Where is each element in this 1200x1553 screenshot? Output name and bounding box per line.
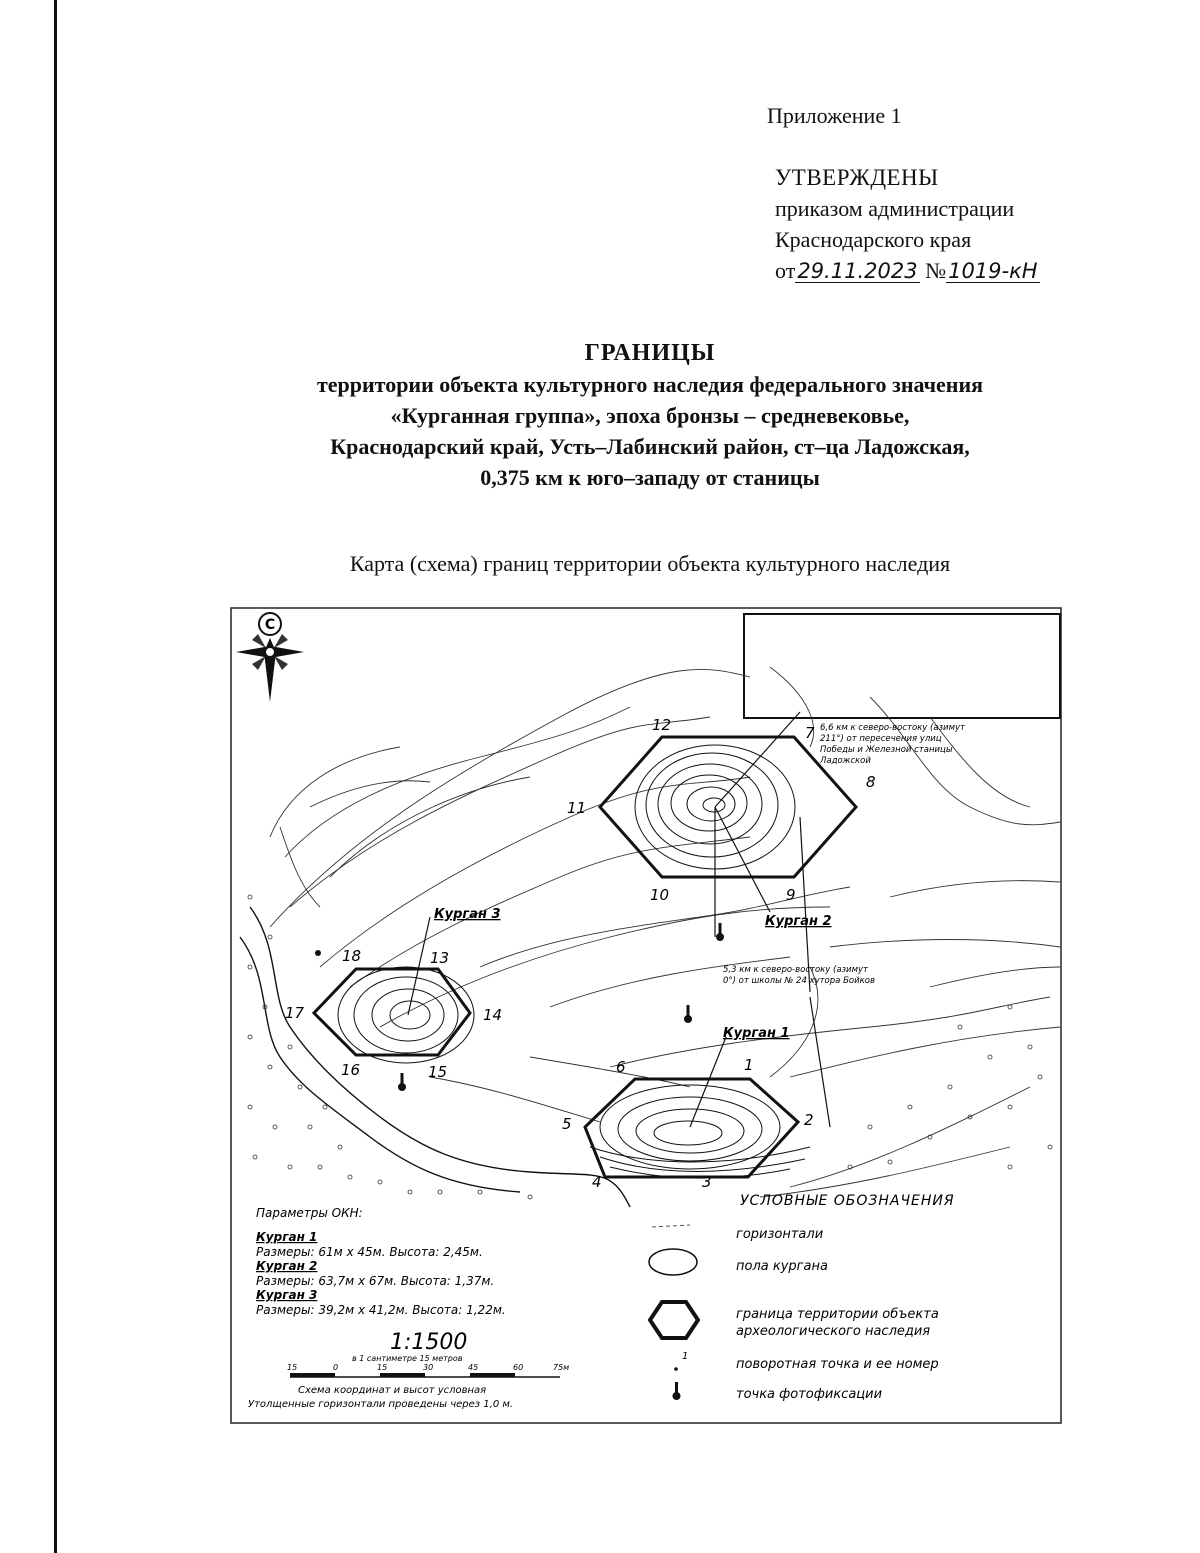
title-line3: Краснодарский край, Усть–Лабинский район, ст–ца Ладожская, xyxy=(330,434,970,459)
point-2: 2 xyxy=(804,1111,814,1129)
params-kurgan3-name: Курган 3 xyxy=(256,1288,318,1302)
kurgan2-label: Курган 2 xyxy=(765,914,832,929)
scale-bar xyxy=(290,1373,560,1377)
legend-ellipse-swatch xyxy=(649,1249,697,1275)
appendix-label: Приложение 1 xyxy=(767,103,902,128)
kurgan3-label: Курган 3 xyxy=(434,907,501,922)
point-17: 17 xyxy=(285,1004,305,1022)
title-line4: 0,375 км к юго–западу от станицы xyxy=(480,465,820,490)
coord-note-2: Утолщенные горизонтали проведены через 1,0 м. xyxy=(248,1399,514,1410)
title-line1: территории объекта культурного наследия федерального значения xyxy=(316,372,984,397)
compass-letter: С xyxy=(264,617,276,633)
point-4: 4 xyxy=(592,1173,602,1191)
handwritten-number: 1019-кН xyxy=(948,259,1038,283)
point-7: 7 xyxy=(805,724,815,742)
note-school-1: 5,3 км к северо-востоку (азимут xyxy=(723,965,868,975)
approved-title: УТВЕРЖДЕНЫ xyxy=(775,165,939,190)
approved-line2: Краснодарского края xyxy=(775,227,972,252)
kurgan3-boundary xyxy=(314,969,470,1055)
photo-points xyxy=(315,923,724,1091)
point-15: 15 xyxy=(428,1063,448,1081)
point-8: 8 xyxy=(866,773,876,791)
legend-contour-swatch xyxy=(652,1225,690,1227)
legend-turn-point: поворотная точка и ее номер xyxy=(736,1357,939,1372)
scale-ratio: 1:1500 xyxy=(390,1330,468,1355)
note-northeast-2: 211°) от пересечения улиц xyxy=(820,734,942,744)
scale-note: в 1 сантиметре 15 метров xyxy=(352,1354,463,1363)
legend-point-swatch xyxy=(674,1367,678,1371)
scale-tick-1: 0 xyxy=(333,1363,339,1372)
kurgan1-contours xyxy=(590,1085,810,1178)
scale-tick-2: 15 xyxy=(377,1363,388,1372)
scale-tick-3: 30 xyxy=(423,1363,434,1372)
legend-mound-floor: пола кургана xyxy=(736,1259,828,1274)
legend-boundary-1: граница территории объекта xyxy=(736,1307,939,1322)
legend-title: УСЛОВНЫЕ ОБОЗНАЧЕНИЯ xyxy=(740,1193,955,1209)
point-1: 1 xyxy=(744,1056,754,1074)
map-legend xyxy=(649,1193,955,1402)
note-northeast-3: Победы и Железной станицы xyxy=(820,745,953,755)
params-kurgan2-size: Размеры: 63,7м х 67м. Высота: 1,37м. xyxy=(256,1274,495,1288)
legend-hexagon-swatch xyxy=(650,1302,698,1338)
point-9: 9 xyxy=(786,886,796,904)
params-kurgan1-name: Курган 1 xyxy=(256,1230,318,1244)
document-title xyxy=(140,338,1160,493)
title-main: ГРАНИЦЫ xyxy=(584,340,716,366)
map-caption: Карта (схема) границ территории объекта культурного наследия xyxy=(349,551,951,576)
point-11: 11 xyxy=(567,799,587,817)
params-kurgan3-size: Размеры: 39,2м х 41,2м. Высота: 1,22м. xyxy=(256,1303,506,1317)
legend-photo-icon xyxy=(673,1382,681,1400)
legend-boundary-2: археологического наследия xyxy=(736,1324,931,1339)
scale-tick-5: 60 xyxy=(513,1363,524,1372)
point-10: 10 xyxy=(650,886,670,904)
approved-line1: приказом администрации xyxy=(775,196,1015,221)
map-svg xyxy=(230,607,1062,1424)
legend-point-number: 1 xyxy=(682,1351,689,1362)
note-school-2: 0°) от школы № 24 хутора Бойков xyxy=(723,976,875,986)
note-northeast-1: 6,6 км к северо-востоку (азимут xyxy=(820,723,965,733)
compass-icon xyxy=(236,613,304,702)
params-kurgan1-size: Размеры: 61м х 45м. Высота: 2,45м. xyxy=(256,1245,483,1259)
params-title: Параметры ОКН: xyxy=(256,1206,363,1220)
scale-tick-4: 45 xyxy=(468,1363,479,1372)
redacted-box xyxy=(744,614,1060,718)
kurgan1-label: Курган 1 xyxy=(723,1026,790,1041)
title-line2: «Курганная группа», эпоха бронзы – средневековье, xyxy=(390,403,910,428)
boundary-map xyxy=(230,607,1062,1424)
number-prefix: № xyxy=(925,258,947,283)
sand-pattern xyxy=(248,895,1052,1199)
date-prefix: от xyxy=(775,258,796,283)
scale-tick-0: 15 xyxy=(287,1363,298,1372)
coord-note-1: Схема координат и высот условная xyxy=(298,1385,487,1396)
point-14: 14 xyxy=(483,1006,503,1024)
handwritten-date: 29.11.2023 xyxy=(797,259,918,283)
point-5: 5 xyxy=(562,1115,572,1133)
approved-date-row xyxy=(775,255,1040,286)
point-12: 12 xyxy=(652,716,672,734)
point-16: 16 xyxy=(341,1061,361,1079)
point-6: 6 xyxy=(616,1058,626,1076)
point-18: 18 xyxy=(342,947,362,965)
scale-tick-6: 75м xyxy=(553,1363,570,1372)
page-edge-line xyxy=(54,0,57,1553)
legend-contours: горизонтали xyxy=(736,1227,824,1242)
point-13: 13 xyxy=(430,949,450,967)
legend-photo-point: точка фотофиксации xyxy=(736,1387,883,1402)
note-northeast-4: Ладожской xyxy=(820,756,871,766)
params-kurgan2-name: Курган 2 xyxy=(256,1259,318,1273)
point-3: 3 xyxy=(702,1173,712,1191)
approval-block xyxy=(775,162,1040,286)
